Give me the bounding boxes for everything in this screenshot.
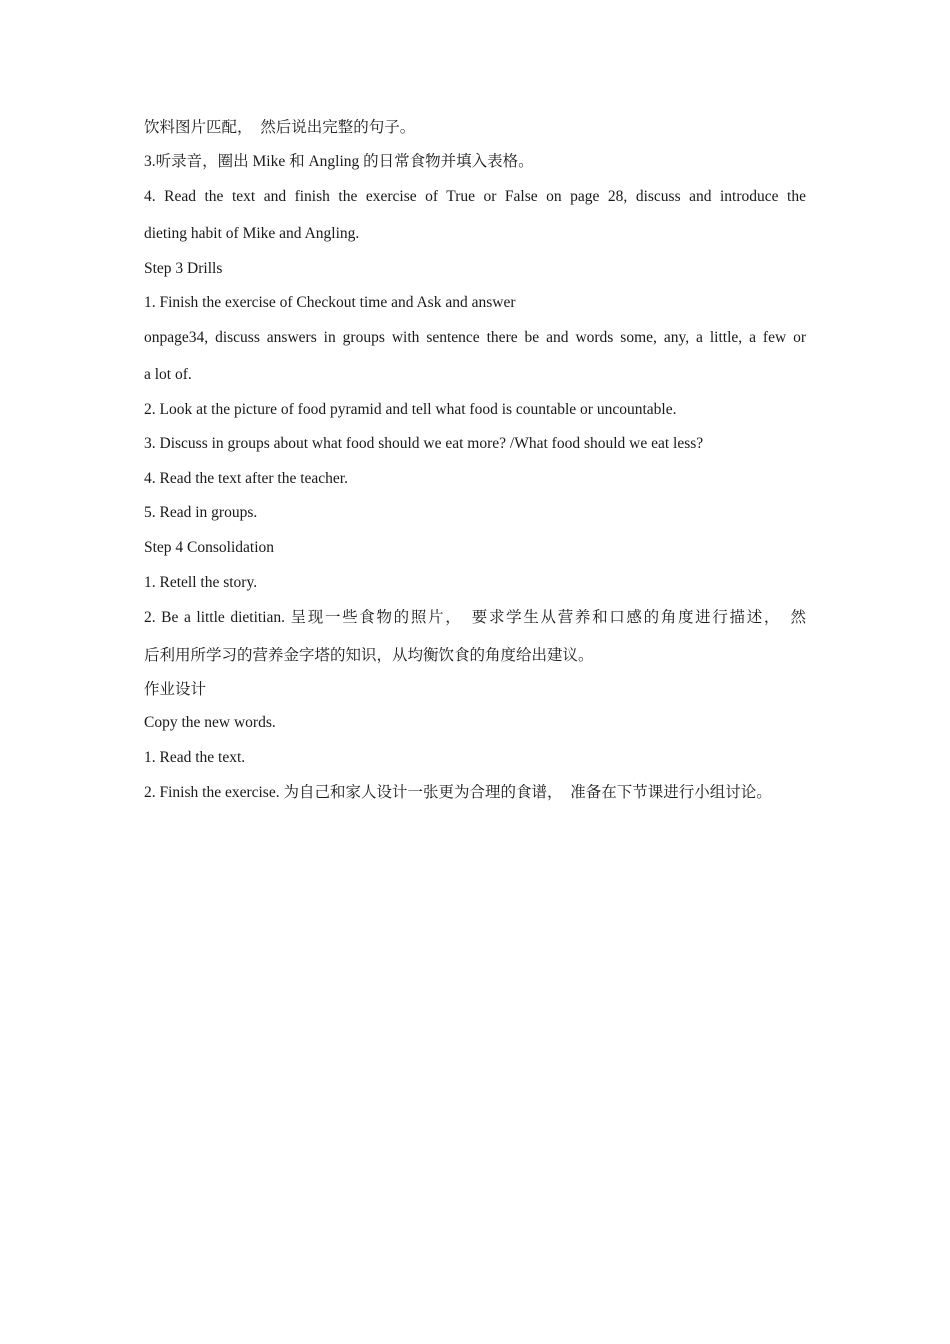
text-line: 5. Read in groups. [144, 504, 258, 521]
text-line: Copy the new words. [144, 714, 276, 731]
text-line: 后利用所学习的营养金字塔的知识，从均衡饮食的角度给出建议。 [144, 647, 594, 664]
text-line: 3.听录音，圈出 Mike 和 Angling 的日常食物并填入表格。 [144, 153, 534, 170]
text-line: 饮料图片匹配， 然后说出完整的句子。 [144, 119, 416, 136]
text-line: dieting habit of Mike and Angling. [144, 225, 360, 242]
step-heading: Step 3 Drills [144, 260, 223, 277]
text-line: a lot of. [144, 366, 192, 383]
text-line: 2. Finish the exercise. 为自己和家人设计一张更为合理的食谱， 准备在下节课进行小组讨论。 [144, 784, 772, 801]
text-line: 4. Read the text and finish the exercise of True or False on page 28, discuss and introduce the [144, 188, 806, 205]
text-line: onpage34, discuss answers in groups with sentence there be and words some, any, a little, a few or [144, 329, 806, 346]
text-line: 3. Discuss in groups about what food should we eat more? /What food should we eat less? [144, 435, 704, 452]
text-line: 2. Be a little dietitian. 呈现一些食物的照片， 要求学生从营养和口感的角度进行描述， 然 [144, 609, 806, 626]
step-heading: Step 4 Consolidation [144, 539, 275, 556]
text-line: 1. Finish the exercise of Checkout time and Ask and answer [144, 294, 516, 311]
section-heading: 作业设计 [144, 681, 207, 698]
text-line: 1. Read the text. [144, 749, 246, 766]
text-line: 4. Read the text after the teacher. [144, 470, 348, 487]
text-line: 2. Look at the picture of food pyramid and tell what food is countable or uncountable. [144, 401, 677, 418]
text-line: 1. Retell the story. [144, 574, 258, 591]
